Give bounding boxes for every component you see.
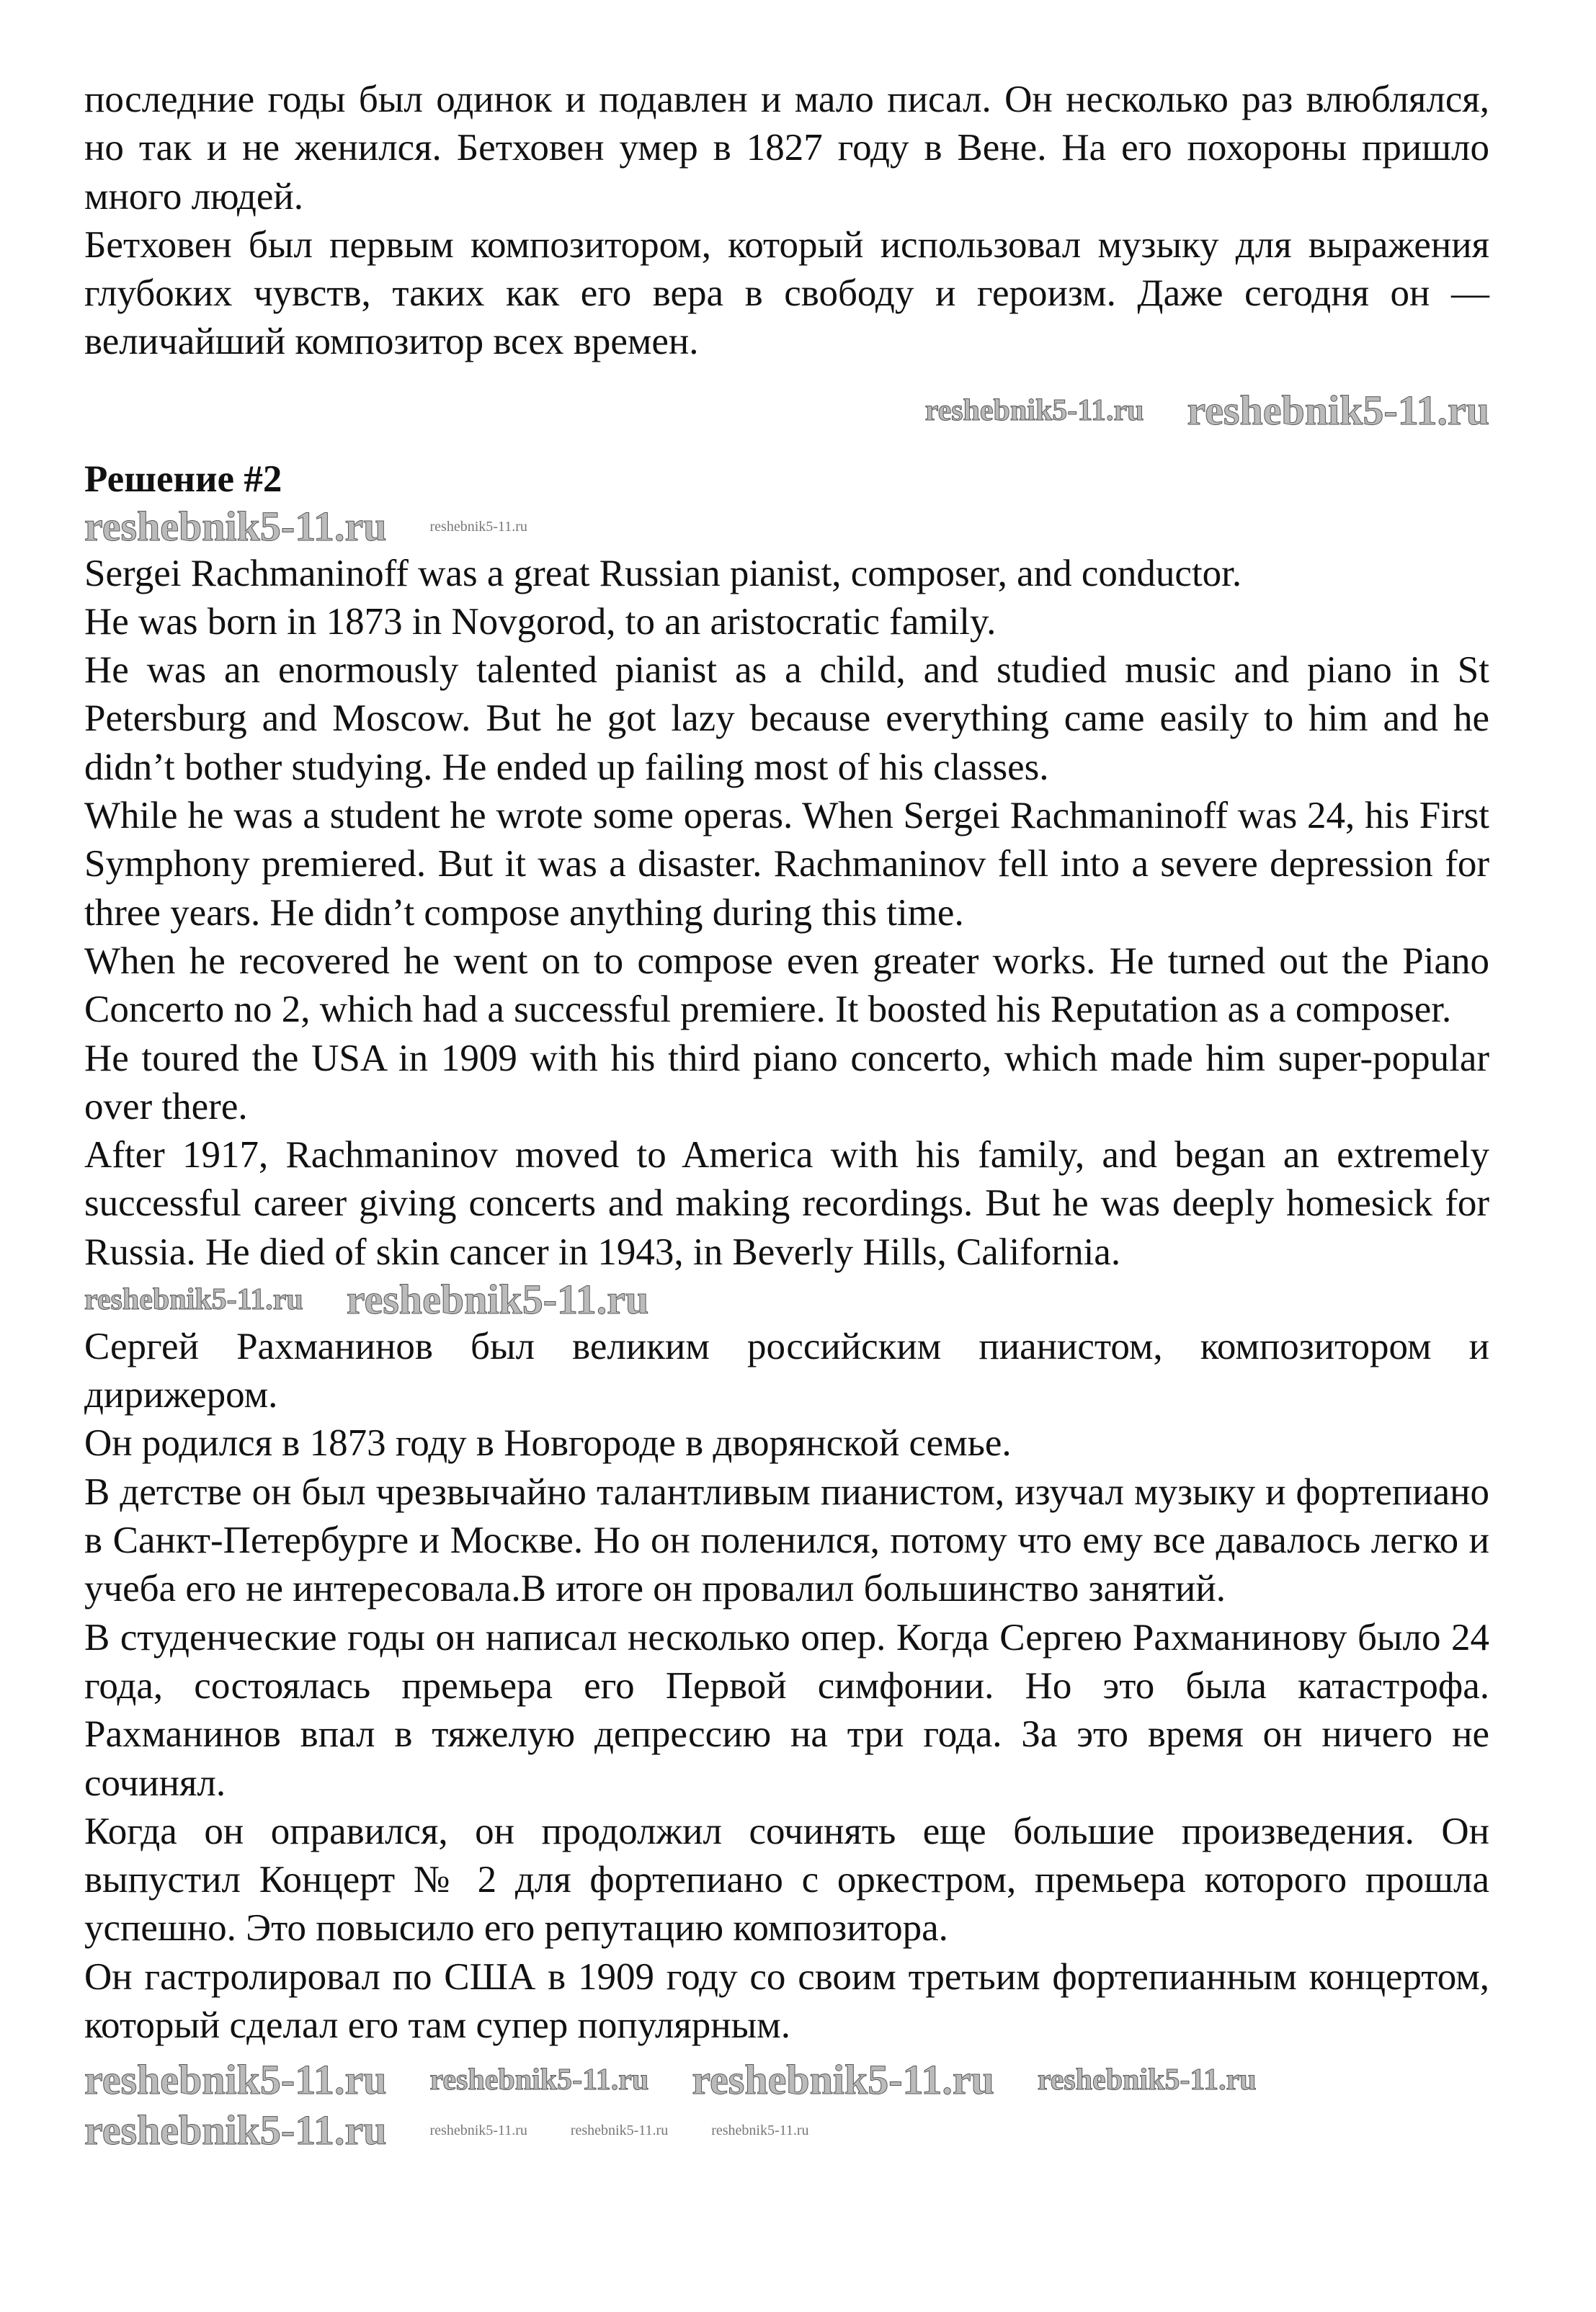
- watermark: reshebnik5-11.ru: [84, 2056, 387, 2104]
- watermark: reshebnik5-11.ru: [429, 2122, 527, 2138]
- paragraph: After 1917, Rachmaninov moved to America with his family, and began an extremely successful career giving concerts and making recordings. But he was deeply homesick for Russia. He died of skin cancer in 1943, in Beverly Hills, California.: [84, 1134, 1489, 1273]
- paragraph: He was an enormously talented pianist as a child, and studied music and piano in St Petersburg and Moscow. But he got lazy because everything came easily to him and he didn’t bother studying. He ended up failing most of his classes.: [84, 649, 1489, 788]
- watermark-row: [84, 1277, 1489, 1323]
- paragraph: When he recovered he went on to compose even greater works. He turned out the Piano Concerto no 2, which had a successful premiere. It boosted his Reputation as a composer.: [84, 939, 1489, 1031]
- watermark-row: [84, 2057, 1489, 2153]
- paragraph: He toured the USA in 1909 with his third piano concerto, which made him super-popular over there.: [84, 1037, 1489, 1128]
- section-beethoven-text: [84, 76, 1489, 367]
- paragraph: Он гастролировал по США в 1909 году со своим третьим фортепианным концертом, который сделал его там супер популярным.: [84, 1955, 1489, 2046]
- solution-heading: Решение #2: [84, 458, 282, 500]
- watermark: reshebnik5-11.ru: [84, 2107, 387, 2154]
- paragraph: В детстве он был чрезвычайно талантливым пианистом, изучал музыку и фортепиано в Санкт-Петербурге и Москве. Но он поленился, потому что ему все давалось легко и учеба его не интересовала.В итоге он провалил большинство занятий.: [84, 1470, 1489, 1610]
- watermark: reshebnik5-11.ru: [346, 1276, 649, 1324]
- paragraph: Sergei Rachmaninoff was a great Russian pianist, composer, and conductor.: [84, 552, 1242, 594]
- paragraph: Когда он оправился, он продолжил сочинять еще большие произведения. Он выпустил Концерт № 2 для фортепиано с оркестром, премьера которого прошла успешно. Это повысило его репутацию композитора.: [84, 1810, 1489, 1950]
- watermark: reshebnik5-11.ru: [692, 2056, 994, 2104]
- watermark: reshebnik5-11.ru: [711, 2122, 809, 2138]
- watermark: reshebnik5-11.ru: [924, 394, 1144, 428]
- watermark: reshebnik5-11.ru: [570, 2122, 669, 2138]
- paragraph: While he was a student he wrote some operas. When Sergei Rachmaninoff was 24, his First Symphony premiered. But it was a disaster. Rachmaninov fell into a severe depression for three years. He didn’t compose anything during this time.: [84, 795, 1489, 934]
- watermark: reshebnik5-11.ru: [429, 2063, 649, 2097]
- paragraph: В студенческие годы он написал несколько опер. Когда Сергею Рахманинову было 24 года, состоялась премьера его Первой симфонии. Но это была катастрофа. Рахманинов впал в тяжелую депрессию на три года. За это время он ничего не сочинял.: [84, 1616, 1489, 1804]
- english-text: [84, 550, 1489, 1277]
- watermark: reshebnik5-11.ru: [84, 502, 387, 550]
- paragraph: Он родился в 1873 году в Новгороде в дворянской семье.: [84, 1422, 1012, 1465]
- watermark: reshebnik5-11.ru: [84, 1282, 303, 1316]
- watermark-row: [84, 367, 1489, 455]
- watermark: reshebnik5-11.ru: [429, 518, 527, 535]
- watermark-row: [84, 504, 1489, 550]
- paragraph: He was born in 1873 in Novgorod, to an aristocratic family.: [84, 600, 997, 643]
- paragraph: Бетховен был первым композитором, который использовал музыку для выражения глубоких чувств, таких как его вера в свободу и героизм. Даже сегодня он — величайший композитор всех времен.: [84, 223, 1489, 363]
- watermark: reshebnik5-11.ru: [1037, 2063, 1257, 2097]
- russian-text: [84, 1323, 1489, 2050]
- page-content: [84, 76, 1489, 2153]
- paragraph: Сергей Рахманинов был великим российским пианистом, композитором и дирижером.: [84, 1325, 1489, 1416]
- paragraph: последние годы был одинок и подавлен и мало писал. Он несколько раз влюблялся, но так и не женился. Бетховен умер в 1827 году в Вене. На его похороны пришло много людей.: [84, 79, 1489, 218]
- watermark: reshebnik5-11.ru: [1187, 387, 1489, 434]
